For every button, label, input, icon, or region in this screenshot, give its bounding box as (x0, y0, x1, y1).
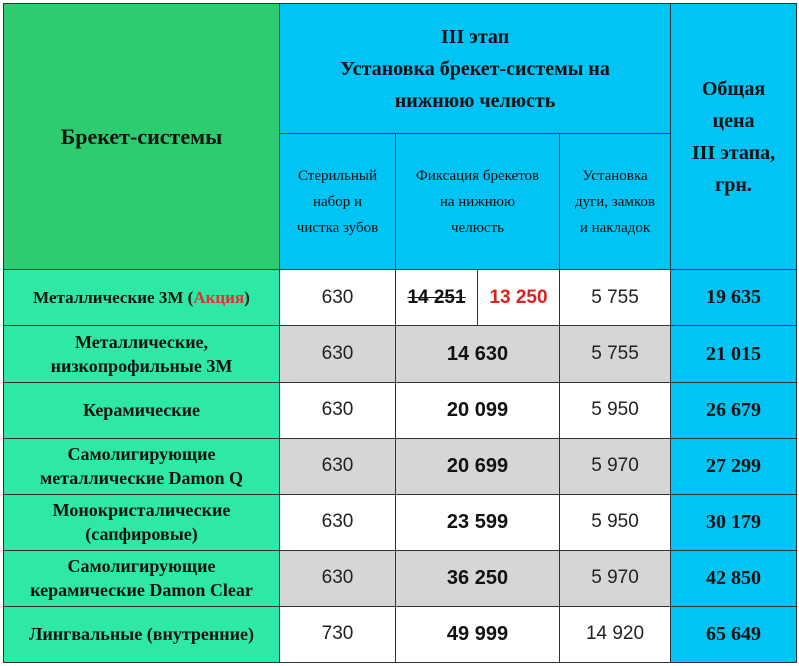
header-arch-installation: Установка дуги, замков и накладок (560, 134, 671, 270)
header-total-price: Общая цена III этапа, грн. (671, 4, 797, 270)
sterile-price: 630 (280, 382, 396, 438)
fixation-price: 20 699 (396, 438, 560, 494)
bracket-name: Самолигирующие металлические Damon Q (4, 438, 280, 494)
sterile-price: 630 (280, 438, 396, 494)
bracket-name: Самолигирующие керамические Damon Clear (4, 550, 280, 606)
table-row (4, 606, 797, 662)
old-fixation-price: 14 251 (396, 270, 478, 326)
total-price: 27 299 (671, 438, 797, 494)
table-row (4, 382, 797, 438)
install-price: 5 950 (560, 382, 671, 438)
install-price: 5 755 (560, 326, 671, 382)
table-row (4, 550, 797, 606)
header-brackets: Брекет-системы (4, 4, 280, 270)
header-bracket-fixation: Фиксация брекетов на нижнюю челюсть (396, 134, 560, 270)
bracket-name: Лингвальные (внутренние) (4, 606, 280, 662)
install-price: 5 970 (560, 550, 671, 606)
header-sterile-kit: Стерильный набор и чистка зубов (280, 134, 396, 270)
install-price: 5 755 (560, 270, 671, 326)
sterile-price: 630 (280, 270, 396, 326)
bracket-name: Металлические 3М (Акция) (4, 270, 280, 326)
sterile-price: 630 (280, 326, 396, 382)
price-table (3, 3, 797, 663)
fixation-price: 36 250 (396, 550, 560, 606)
new-fixation-price: 13 250 (478, 270, 560, 326)
sterile-price: 730 (280, 606, 396, 662)
fixation-price: 14 630 (396, 326, 560, 382)
total-price: 65 649 (671, 606, 797, 662)
table-row (4, 438, 797, 494)
total-price: 21 015 (671, 326, 797, 382)
install-price: 5 970 (560, 438, 671, 494)
install-price: 5 950 (560, 494, 671, 550)
install-price: 14 920 (560, 606, 671, 662)
total-price: 42 850 (671, 550, 797, 606)
bracket-name: Монокристалические (сапфировые) (4, 494, 280, 550)
total-price: 30 179 (671, 494, 797, 550)
bracket-name: Керамические (4, 382, 280, 438)
promo-label: Акция (193, 287, 245, 307)
table-row (4, 326, 797, 382)
fixation-price: 23 599 (396, 494, 560, 550)
table-row (4, 270, 797, 326)
header-stage: III этап Установка брекет-системы на нижнюю челюсть (280, 4, 671, 134)
sterile-price: 630 (280, 550, 396, 606)
sterile-price: 630 (280, 494, 396, 550)
total-price: 26 679 (671, 382, 797, 438)
bracket-name: Металлические, низкопрофильные 3М (4, 326, 280, 382)
fixation-price: 20 099 (396, 382, 560, 438)
table-row (4, 494, 797, 550)
fixation-price: 49 999 (396, 606, 560, 662)
total-price: 19 635 (671, 270, 797, 326)
